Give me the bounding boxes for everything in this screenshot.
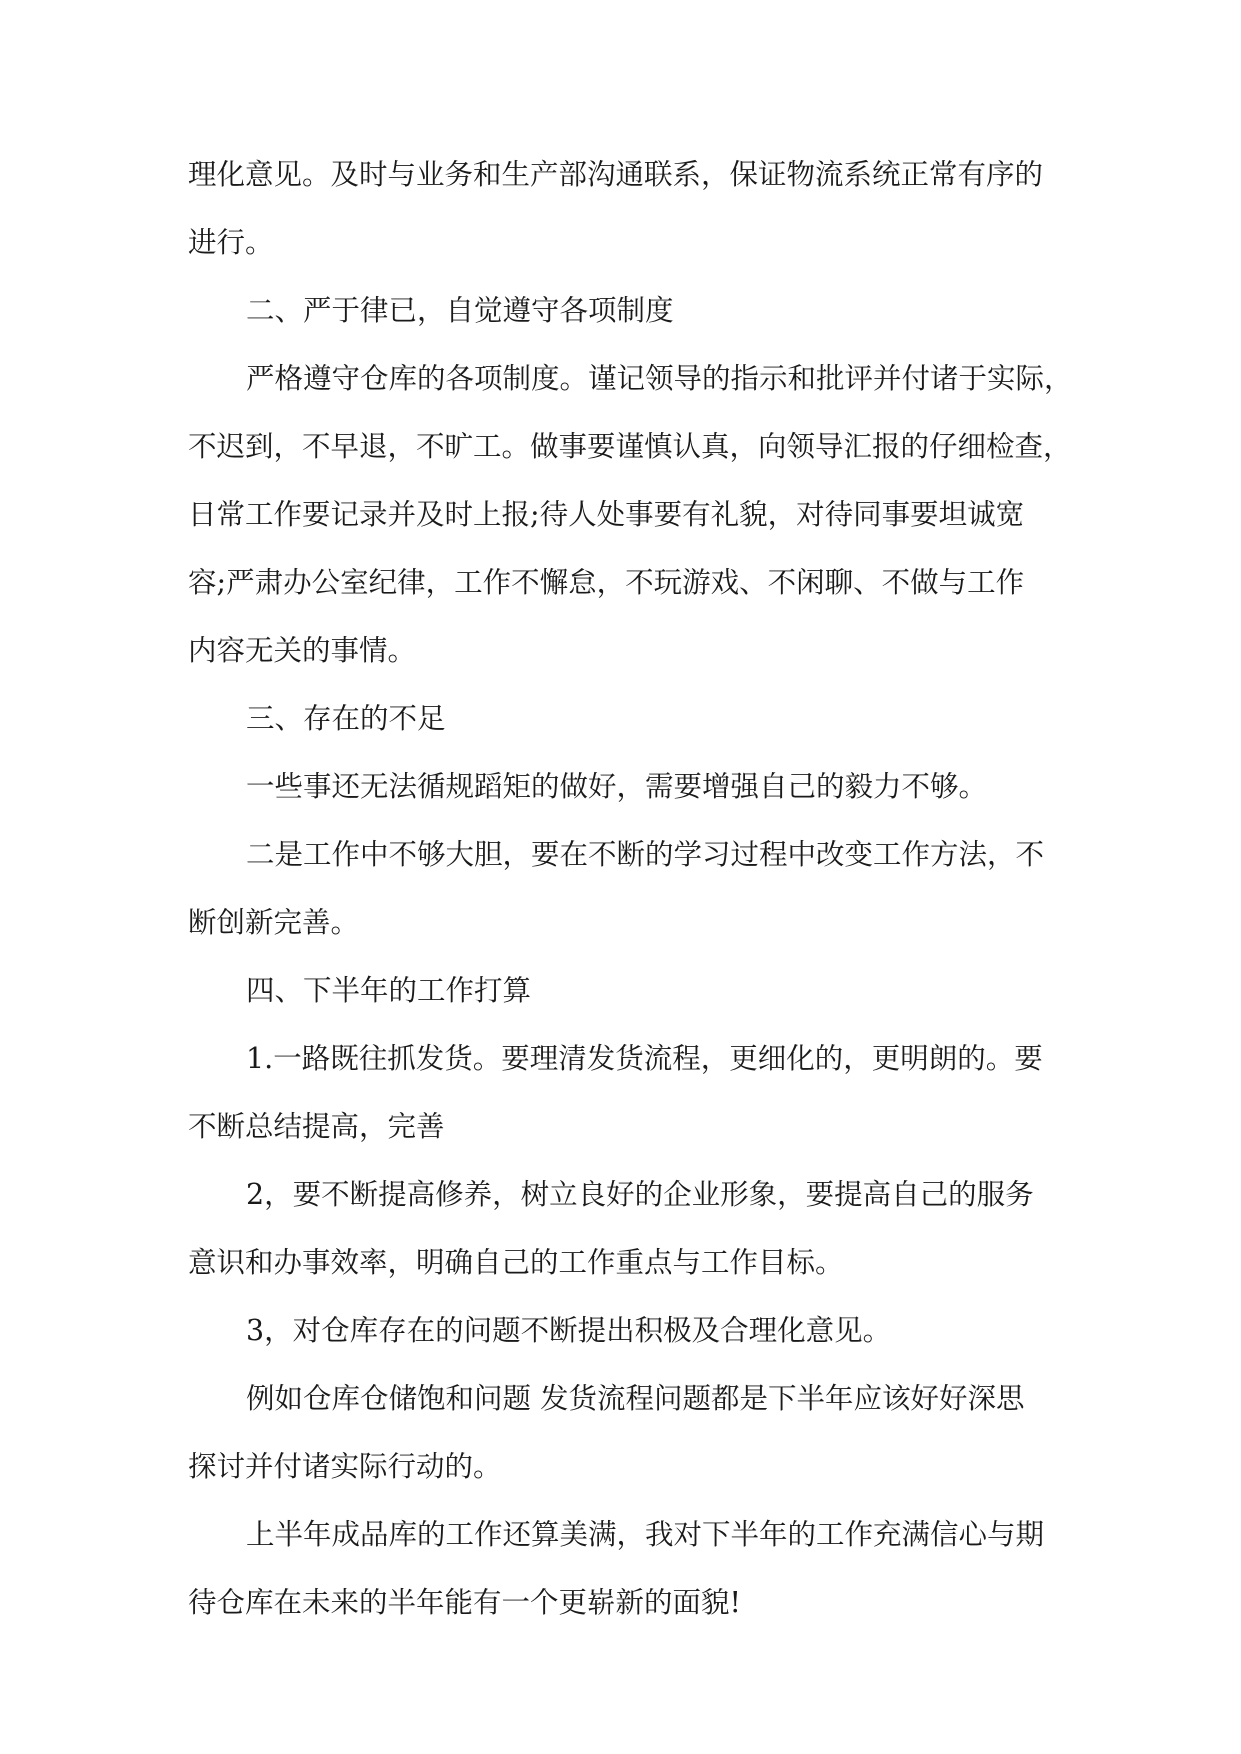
text-line: 例如仓库仓储饱和问题 发货流程问题都是下半年应该好好深思 [246, 1382, 1025, 1415]
text-line: 上半年成品库的工作还算美满，我对下半年的工作充满信心与期 [246, 1518, 1045, 1551]
text-line: 严格遵守仓库的各项制度。谨记领导的指示和批评并付诸于实际， [246, 362, 1073, 395]
list-item: 3，对仓库存在的问题不断提出积极及合理化意见。 [246, 1314, 892, 1347]
section-heading: 三、存在的不足 [246, 702, 446, 735]
list-item: 1.一路既往抓发货。要理清发货流程，更细化的，更明朗的。要 [246, 1042, 1043, 1075]
text-line: 进行。 [188, 226, 274, 259]
text-line: 容;严肃办公室纪律，工作不懈怠，不玩游戏、不闲聊、不做与工作 [188, 566, 1025, 599]
text-line: 不断总结提高，完善 [188, 1110, 445, 1143]
text-line: 断创新完善。 [188, 906, 360, 939]
text-line: 日常工作要记录并及时上报;待人处事要有礼貌，对待同事要坦诚宽 [188, 498, 1025, 531]
text-line: 意识和办事效率，明确自己的工作重点与工作目标。 [188, 1246, 844, 1279]
text-line: 二是工作中不够大胆，要在不断的学习过程中改变工作方法，不 [246, 838, 1045, 871]
section-heading: 四、下半年的工作打算 [246, 974, 532, 1007]
text-line: 不迟到，不早退，不旷工。做事要谨慎认真，向领导汇报的仔细检查， [188, 430, 1072, 463]
document-body [188, 156, 1073, 1652]
text-line: 探讨并付诸实际行动的。 [188, 1450, 502, 1483]
text-line: 理化意见。及时与业务和生产部沟通联系，保证物流系统正常有序的 [188, 158, 1044, 191]
text-line: 一些事还无法循规蹈矩的做好，需要增强自己的毅力不够。 [246, 770, 988, 803]
section-heading: 二、严于律已，自觉遵守各项制度 [246, 294, 674, 327]
text-line: 待仓库在未来的半年能有一个更崭新的面貌! [188, 1586, 741, 1619]
text-line: 内容无关的事情。 [188, 634, 417, 667]
list-item: 2，要不断提高修养，树立良好的企业形象，要提高自己的服务 [246, 1178, 1034, 1211]
